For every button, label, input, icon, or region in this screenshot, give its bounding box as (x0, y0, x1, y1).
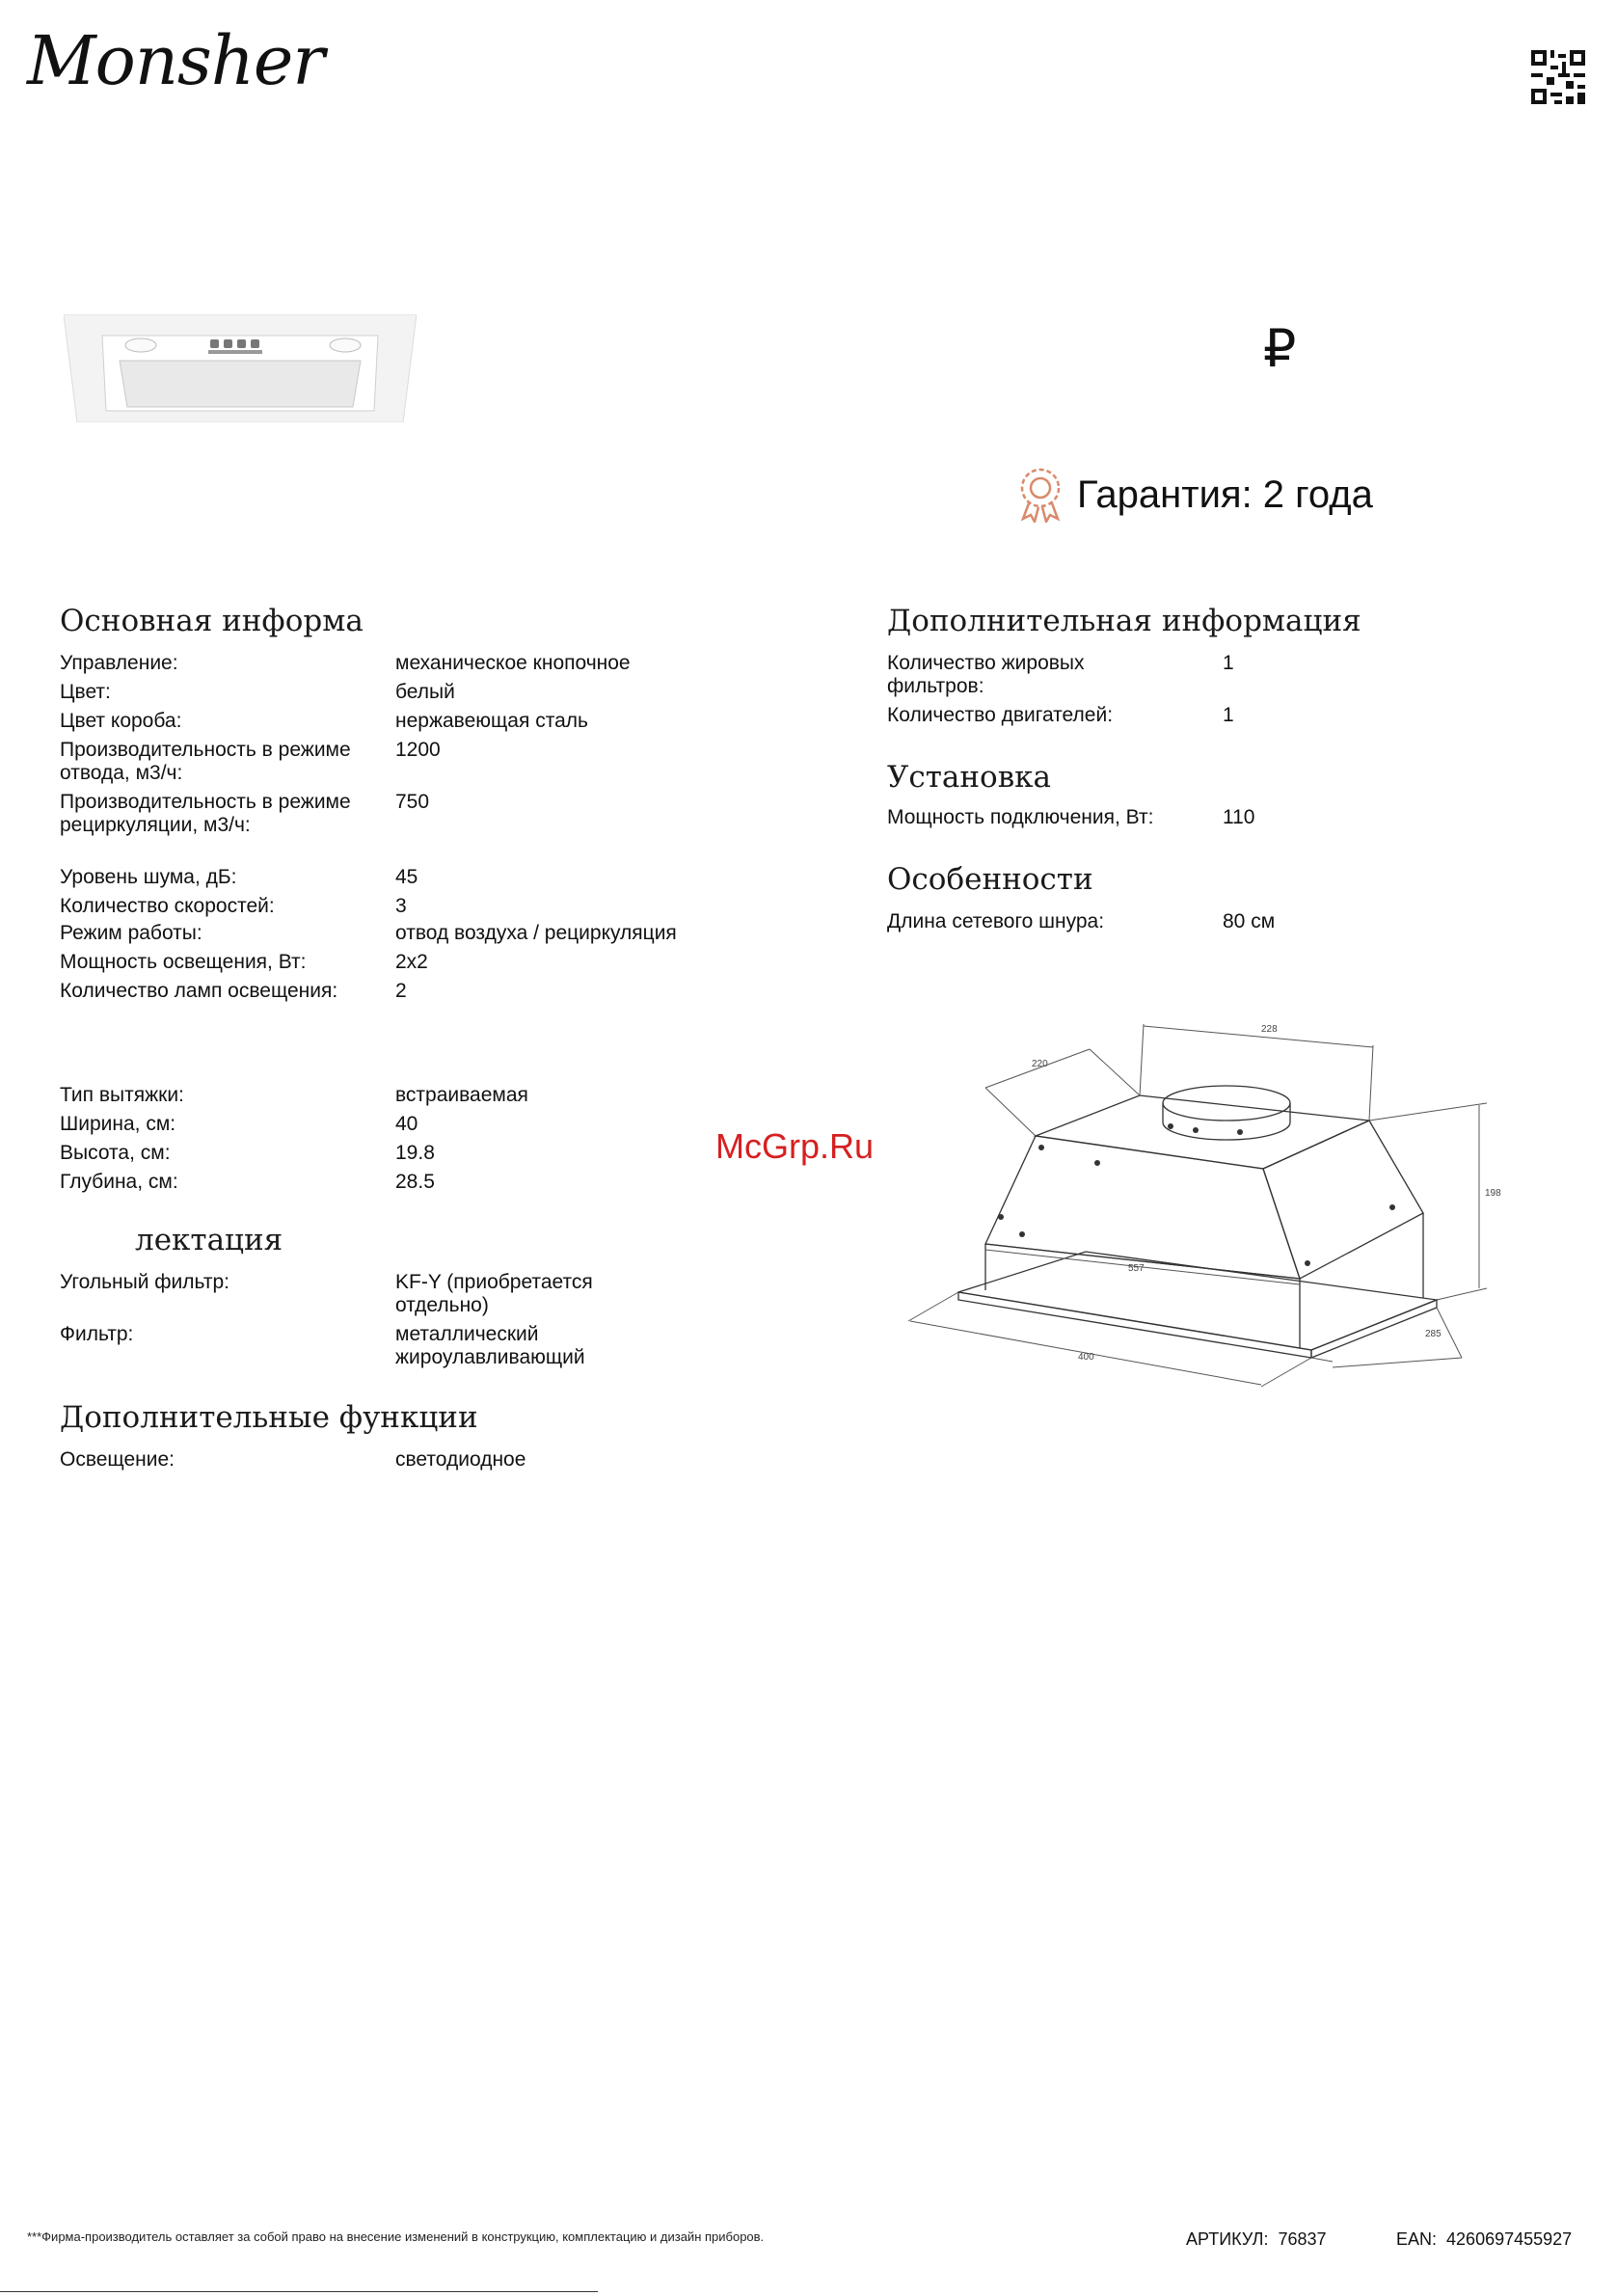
spec-label: Управление: (60, 652, 178, 674)
article-value: 76837 (1278, 2229, 1327, 2249)
warranty-text: Гарантия: 2 года (1077, 473, 1373, 516)
spec-label: Фильтр: (60, 1323, 134, 1345)
section-title-features: Особенности (887, 862, 1093, 897)
dim-label: 285 (1425, 1329, 1442, 1339)
dim-label: 400 (1078, 1352, 1094, 1363)
spec-row-control (60, 652, 677, 681)
price-currency: ₽ (1263, 320, 1297, 378)
spec-value: встраиваемая (395, 1084, 528, 1106)
spec-row-mode (60, 922, 677, 951)
spec-value: механическое кнопочное (395, 652, 631, 674)
spec-row-exhaust-capacity (60, 739, 677, 791)
section-title-equipment: лектация (135, 1223, 283, 1257)
spec-label: Высота, см: (60, 1142, 171, 1164)
spec-value: 2 (395, 980, 407, 1002)
spec-value: KF-Y (приобретается отдельно) (395, 1271, 593, 1316)
ean-code (1396, 2229, 1572, 2250)
spec-label: Количество двигателей: (887, 704, 1114, 726)
spec-value: 1200 (395, 739, 441, 761)
spec-value: металлический жироулавливающий (395, 1323, 585, 1368)
spec-row-color (60, 681, 677, 710)
spec-value: отвод воздуха / рециркуляция (395, 922, 677, 944)
section-title-extra-functions: Дополнительные функции (60, 1400, 478, 1435)
spec-value: 1 (1223, 704, 1234, 726)
installation-list (887, 806, 1254, 835)
bottom-divider (0, 2291, 598, 2292)
spec-label: Цвет короба: (60, 710, 182, 732)
spec-row-cord-length (887, 910, 1275, 939)
spec-label: Количество скоростей: (60, 895, 275, 917)
spec-label: Производительность в режиме рециркуляции, м3/ч: (60, 791, 351, 836)
spec-label: Глубина, см: (60, 1171, 178, 1193)
spec-row-recirc-capacity (60, 791, 677, 866)
dim-label: 557 (1128, 1263, 1145, 1274)
spec-value: 19.8 (395, 1142, 435, 1164)
spec-row-motors (887, 704, 1234, 733)
spec-label: Производительность в режиме отвода, м3/ч: (60, 739, 351, 784)
dim-label: 220 (1032, 1059, 1048, 1069)
section-title-additional-info: Дополнительная информация (887, 604, 1361, 638)
spec-label: Количество жировых фильтров: (887, 652, 1085, 697)
spec-row-width (60, 1113, 528, 1142)
spec-value: 750 (395, 791, 430, 813)
spec-label: Угольный фильтр: (60, 1271, 229, 1293)
dim-label: 228 (1261, 1024, 1278, 1035)
spec-row-lighting (60, 1448, 526, 1477)
dimensions-list (60, 1084, 528, 1200)
additional-info-list (887, 652, 1234, 733)
section-title-installation: Установка (887, 760, 1052, 795)
spec-row-height (60, 1142, 528, 1171)
warranty-badge-icon (1017, 467, 1064, 523)
spec-label: Цвет: (60, 681, 111, 703)
qr-code-icon (1531, 50, 1585, 104)
equipment-list (60, 1271, 646, 1375)
spec-label: Освещение: (60, 1448, 175, 1471)
dimension-drawing (897, 1003, 1533, 1389)
spec-label: Количество ламп освещения: (60, 980, 338, 1002)
extra-functions-list (60, 1448, 526, 1477)
spec-label: Ширина, см: (60, 1113, 176, 1135)
spec-label: Режим работы: (60, 922, 202, 944)
spec-label: Тип вытяжки: (60, 1084, 184, 1106)
spec-label: Уровень шума, дБ: (60, 866, 237, 888)
brand-logo: Monsher (27, 21, 324, 100)
spec-label: Мощность освещения, Вт: (60, 951, 307, 973)
spec-row-type (60, 1084, 528, 1113)
spec-label: Мощность подключения, Вт: (887, 806, 1154, 828)
spec-value: светодиодное (395, 1448, 526, 1471)
spec-row-connection-power (887, 806, 1254, 835)
spec-row-depth (60, 1171, 528, 1200)
spec-row-light-power (60, 951, 677, 980)
spec-row-box-color (60, 710, 677, 739)
watermark: McGrp.Ru (715, 1126, 875, 1166)
spec-value: 45 (395, 866, 418, 888)
section-title-main-info: Основная информа (60, 604, 364, 638)
spec-row-lamp-count (60, 980, 677, 1009)
spec-value: 40 (395, 1113, 418, 1135)
spec-row-filter (60, 1323, 646, 1375)
main-info-list (60, 652, 677, 1009)
spec-row-speeds (60, 895, 677, 922)
article-number (1186, 2229, 1327, 2250)
warranty-block (1017, 467, 1373, 523)
spec-value: 110 (1223, 806, 1255, 828)
ean-value: 4260697455927 (1446, 2229, 1573, 2249)
dim-label: 198 (1485, 1188, 1501, 1199)
spec-row-grease-filters (887, 652, 1234, 704)
article-label: АРТИКУЛ: (1186, 2229, 1269, 2249)
footer-disclaimer: ***Фирма-производитель оставляет за собой право на внесение изменений в конструкцию, комплектацию и дизайн приборов. (27, 2229, 765, 2244)
spec-value: нержавеющая сталь (395, 710, 588, 732)
spec-row-carbon-filter (60, 1271, 646, 1323)
spec-value: 1 (1223, 652, 1234, 674)
spec-label: Длина сетевого шнура: (887, 910, 1105, 932)
spec-value: 28.5 (395, 1171, 435, 1193)
spec-value: 2x2 (395, 951, 428, 973)
features-list (887, 910, 1275, 939)
spec-value: 80 см (1223, 910, 1276, 932)
ean-label: EAN: (1396, 2229, 1438, 2249)
spec-row-noise (60, 866, 677, 895)
product-image (64, 314, 417, 422)
spec-value: белый (395, 681, 455, 703)
spec-value: 3 (395, 895, 407, 917)
